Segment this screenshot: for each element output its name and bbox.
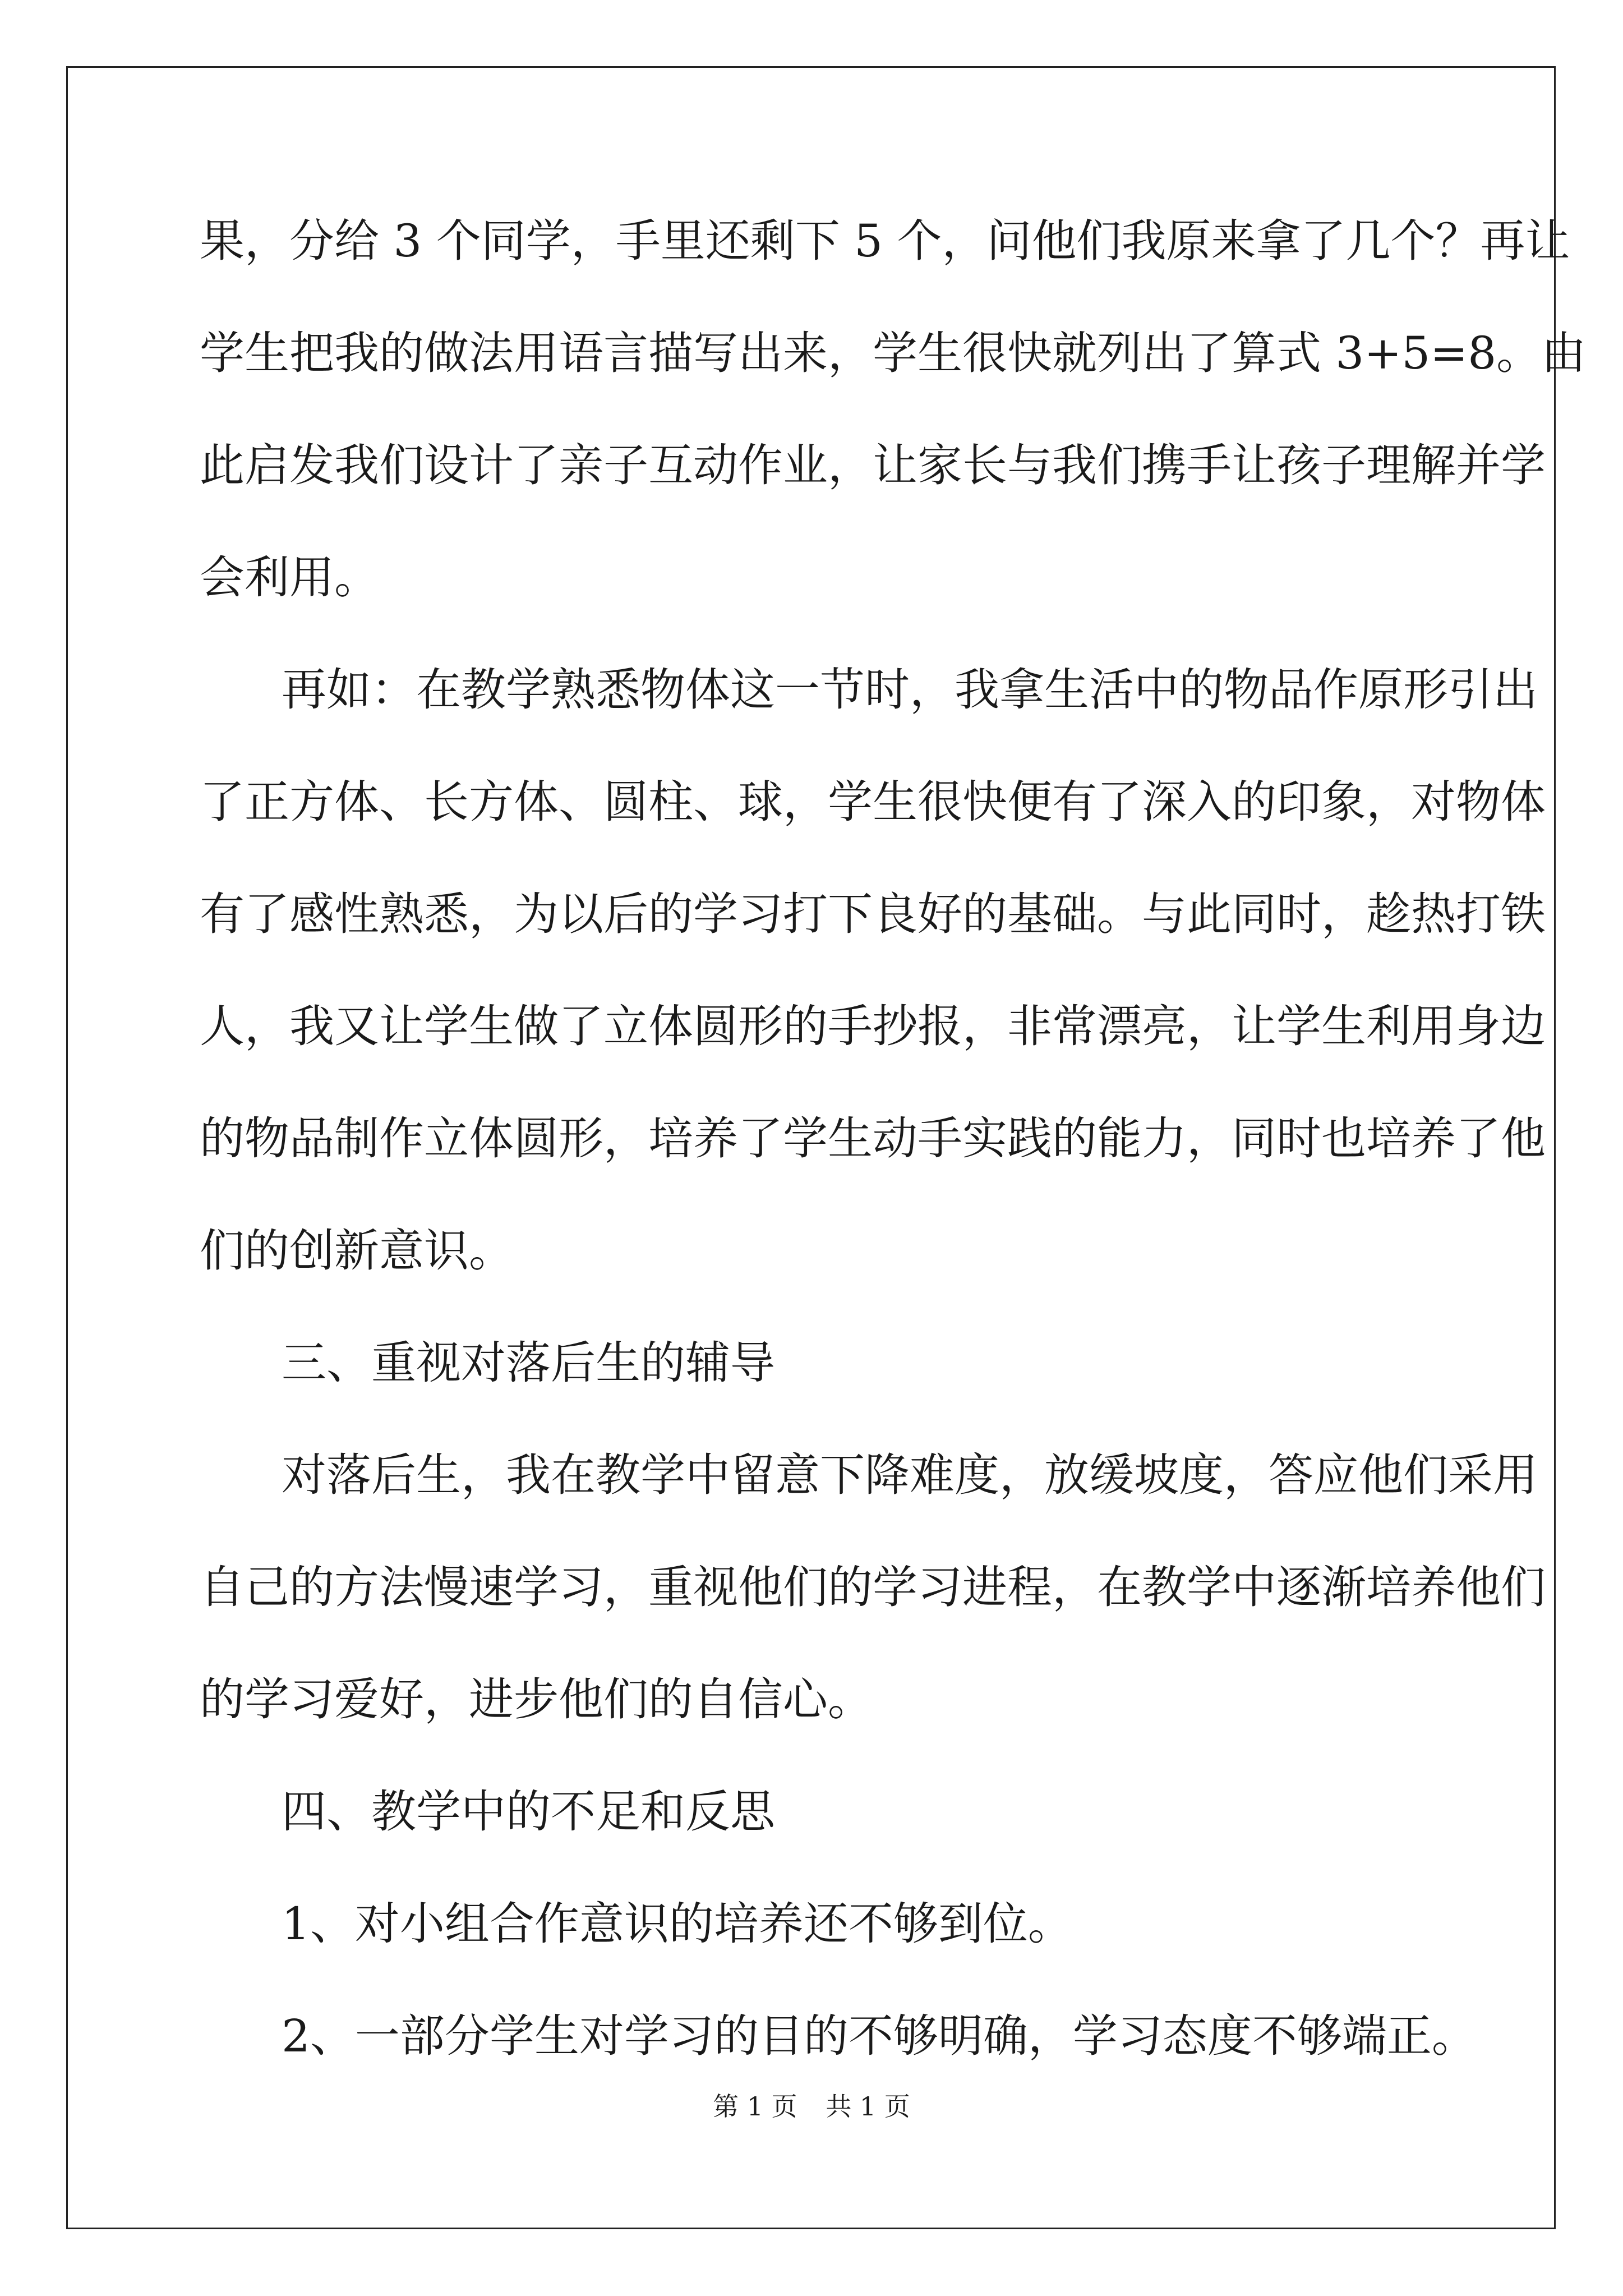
text-line: 有了感性熟悉，为以后的学习打下良好的基础。与此同时，趁热打铁 (200, 888, 1546, 940)
text-line: 1、对小组合作意识的培养还不够到位。 (282, 1898, 1073, 1950)
text-line: 2、一部分学生对学习的目的不够明确，学习态度不够端正。 (282, 2010, 1477, 2062)
text-line: 了正方体、长方体、圆柱、球，学生很快便有了深入的印象，对物体 (200, 776, 1546, 828)
text-line: 会利用。 (200, 551, 379, 604)
page-footer (0, 2090, 1623, 2123)
text-line: 自己的方法慢速学习，重视他们的学习进程，在教学中逐渐培养他们 (200, 1561, 1546, 1613)
text-line: 果，分给 3 个同学，手里还剩下 5 个，问他们我原来拿了几个？再让 (200, 215, 1570, 267)
page-total: 共 1 页 (826, 2091, 910, 2122)
text-line: 的物品制作立体圆形，培养了学生动手实践的能力，同时也培养了他 (200, 1112, 1546, 1165)
text-line: 再如：在教学熟悉物体这一节时，我拿生活中的物品作原形引出 (282, 664, 1538, 716)
text-line: 此启发我们设计了亲子互动作业，让家长与我们携手让孩子理解并学 (200, 439, 1546, 491)
text-line: 的学习爱好，进步他们的自信心。 (200, 1673, 873, 1726)
text-line: 四、教学中的不足和反思 (282, 1786, 775, 1838)
text-line: 对落后生，我在教学中留意下降难度，放缓坡度，答应他们采用 (282, 1449, 1538, 1501)
text-line: 人，我又让学生做了立体圆形的手抄报，非常漂亮，让学生利用身边 (200, 1000, 1546, 1052)
text-line: 学生把我的做法用语言描写出来，学生很快就列出了算式 3+5=8。由 (200, 327, 1587, 379)
text-line: 三、重视对落后生的辅导 (282, 1337, 775, 1389)
document-body (200, 199, 1587, 2106)
page-number: 第 1 页 (713, 2091, 797, 2122)
text-line: 们的创新意识。 (200, 1225, 514, 1277)
